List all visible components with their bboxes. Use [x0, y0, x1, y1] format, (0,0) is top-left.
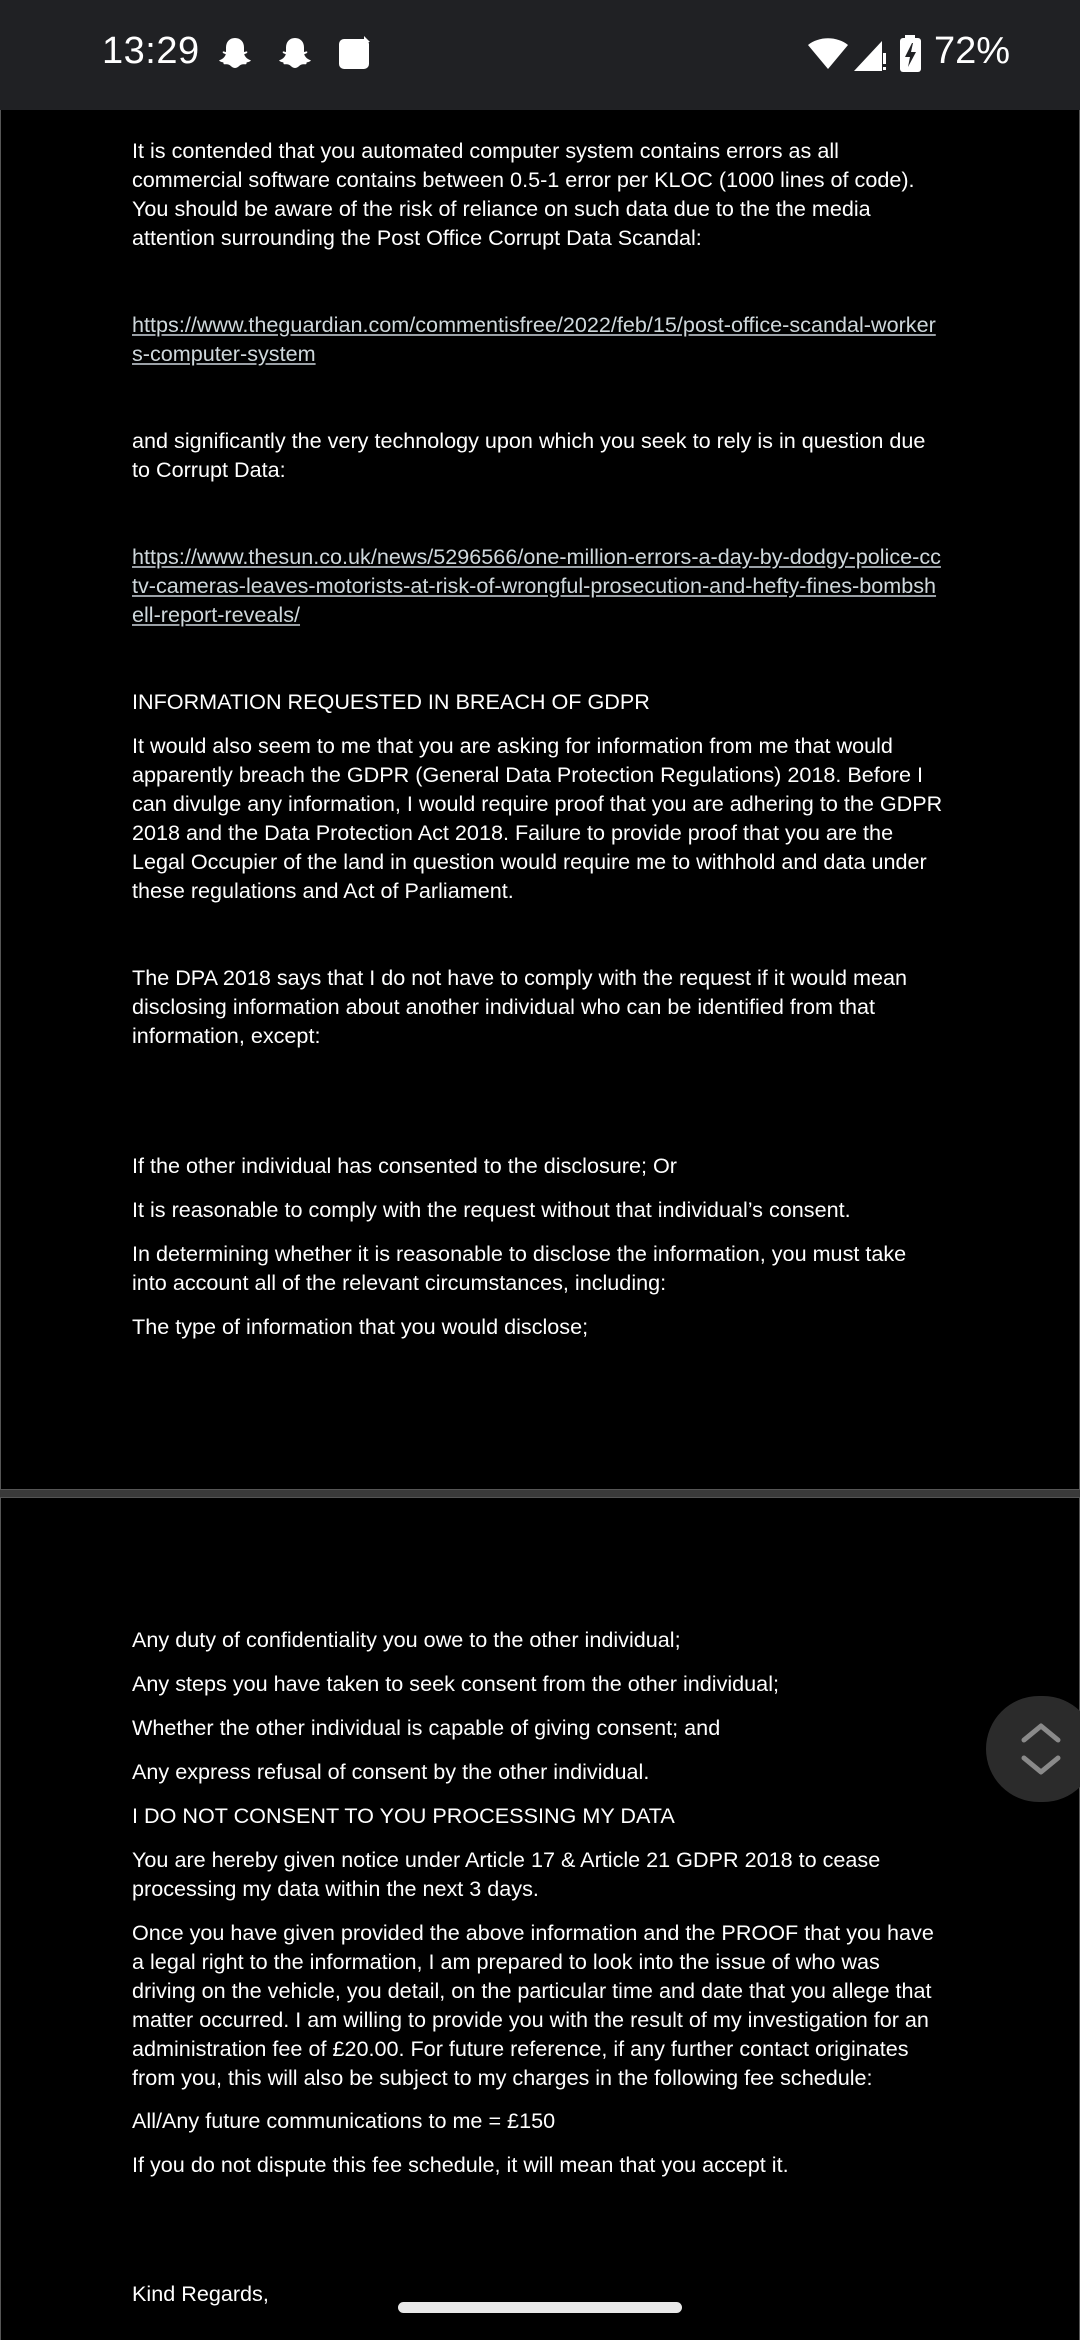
- battery-charging-icon: [896, 33, 926, 75]
- line-reasonable: It is reasonable to comply with the request without that individual’s consent.: [132, 1197, 851, 1222]
- paragraph-dpa: The DPA 2018 says that I do not have to comply with the request if it would mean disclosing information about another individual who can be identified from that information, except:: [132, 965, 908, 1048]
- paragraph-gdpr: It would also seem to me that you are asking for information from me that would apparently breach the GDPR (General Data Protection Regulations) 2018. Before I can divulge any information, I would require proof that you are adhering to the GDPR 2018 and the Data Protection Act 2018. Failure to provide proof that you are the Legal Occupier of the land in question would require me to withhold and data under these regulations and Act of Parliament.: [132, 733, 943, 903]
- document-page-1: [0, 110, 1080, 1490]
- cellular-signal-icon: [852, 33, 888, 75]
- line-steps-consent: Any steps you have taken to seek consent from the other individual;: [132, 1671, 779, 1696]
- wifi-icon: [806, 33, 850, 75]
- line-consented: If the other individual has consented to the disclosure; Or: [132, 1153, 677, 1178]
- snapchat-icon: [274, 33, 316, 75]
- document-page-2: [0, 1497, 1080, 2340]
- heading-do-not-consent: I DO NOT CONSENT TO YOU PROCESSING MY DATA: [132, 1803, 675, 1828]
- chevron-up-down-icon: [1016, 1716, 1066, 1782]
- link-guardian-article[interactable]: https://www.theguardian.com/commentisfree/2022/feb/15/post-office-scandal-worker s-computer-system: [132, 312, 936, 366]
- page-divider: [0, 1490, 1080, 1497]
- line-express-refusal: Any express refusal of consent by the other individual.: [132, 1759, 650, 1784]
- battery-percentage: 72%: [934, 30, 1011, 72]
- line-information-type: The type of information that you would disclose;: [132, 1314, 589, 1339]
- paragraph-software-errors: It is contended that you automated computer system contains errors as all commercial software contains between 0.5-1 error per KLOC (1000 lines of code). You should be aware of the risk of reliance on such data due to the the media attention surrounding the Post Office Corrupt Data Scandal:: [132, 138, 915, 250]
- line-duty-confidentiality: Any duty of confidentiality you owe to the other individual;: [132, 1627, 681, 1652]
- line-fee-schedule: All/Any future communications to me = £150: [132, 2108, 556, 2133]
- status-time: 13:29: [102, 30, 200, 72]
- paragraph-notice: You are hereby given notice under Article 17 & Article 21 GDPR 2018 to cease processing my data within the next 3 days.: [132, 1847, 881, 1901]
- snapchat-icon: [214, 33, 256, 75]
- paragraph-proof: Once you have given provided the above information and the PROOF that you have a legal right to the information, I am prepared to look into the issue of who was driving on the vehicle, you detail, on the particular time and date that you allege that matter occurred. I am willing to provide you with the result of my investigation for an administration fee of £20.00. For future reference, if any further contact originates from you, this will also be subject to my charges in the following fee schedule:: [132, 1920, 934, 2090]
- app-icon: [334, 33, 376, 75]
- paragraph-determining: In determining whether it is reasonable to disclose the information, you must take into account all of the relevant circumstances, including:: [132, 1241, 907, 1295]
- status-bar: [0, 0, 1080, 110]
- heading-gdpr-breach: INFORMATION REQUESTED IN BREACH OF GDPR: [132, 689, 650, 714]
- line-capable-consent: Whether the other individual is capable of giving consent; and: [132, 1715, 721, 1740]
- link-sun-article[interactable]: https://www.thesun.co.uk/news/5296566/one-million-errors-a-day-by-dodgy-police-cc tv-cameras-leaves-motorists-at-risk-of-wrongful-prosecution-and-hefty-fines-bombsh ell-report-reveals/: [132, 544, 941, 627]
- line-dispute: If you do not dispute this fee schedule, it will mean that you accept it.: [132, 2152, 789, 2177]
- paragraph-technology: and significantly the very technology upon which you seek to rely is in question due to Corrupt Data:: [132, 428, 926, 482]
- home-indicator[interactable]: [398, 2302, 682, 2313]
- signoff: Kind Regards,: [132, 2281, 269, 2306]
